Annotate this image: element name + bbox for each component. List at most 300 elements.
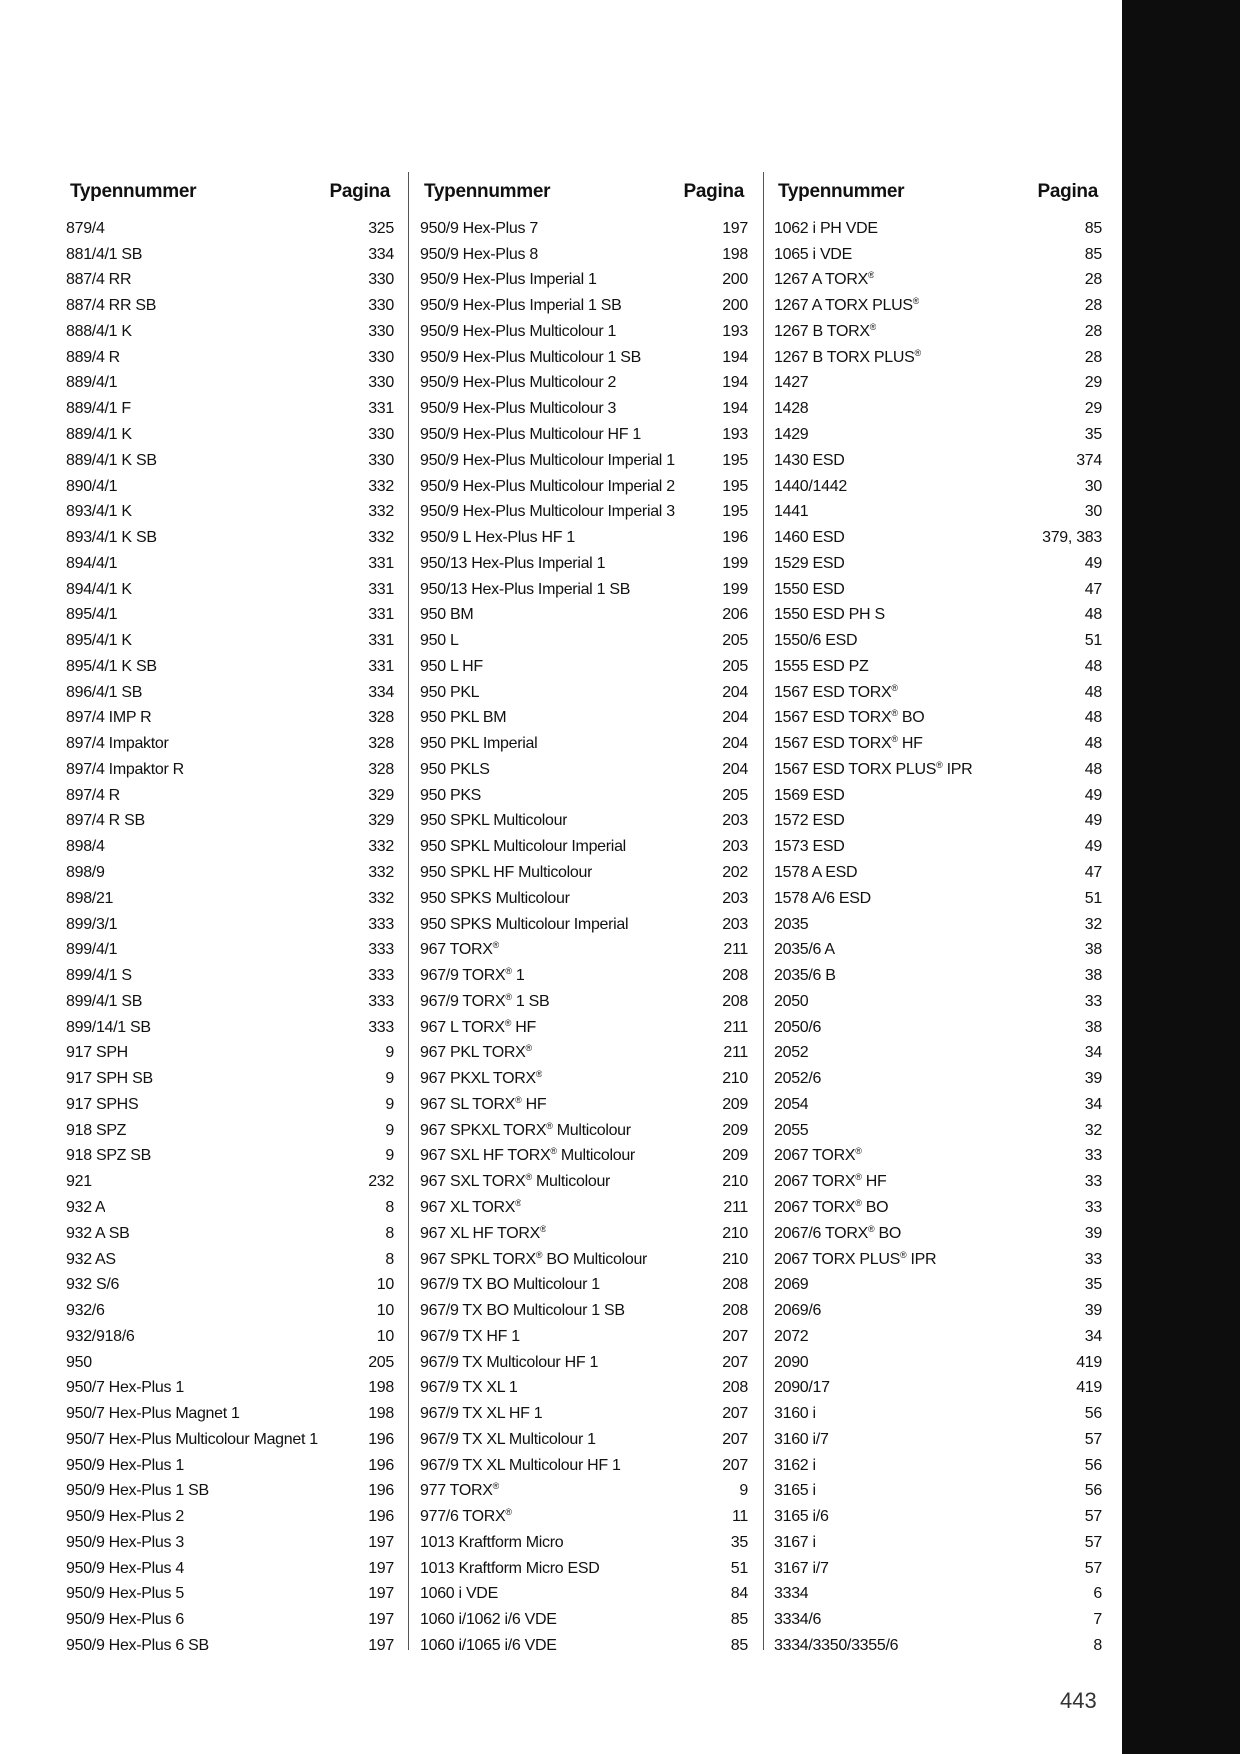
type-number: 1428 <box>774 400 809 418</box>
type-number: 950/7 Hex-Plus Magnet 1 <box>66 1405 240 1423</box>
type-number: 950/9 Hex-Plus Multicolour Imperial 3 <box>420 503 675 521</box>
index-row <box>66 216 394 242</box>
page-reference: 193 <box>722 426 748 443</box>
page-reference: 34 <box>1084 1044 1102 1062</box>
type-number: 899/4/1 SB <box>66 992 143 1010</box>
column-header <box>66 175 394 209</box>
index-rows <box>774 216 1102 1659</box>
type-number: 967 SPKXL TORX® Multicolour <box>420 1121 631 1139</box>
index-row <box>774 912 1102 938</box>
type-number: 1440/1442 <box>774 477 847 495</box>
index-row <box>774 268 1102 294</box>
type-number: 967/9 TX HF 1 <box>420 1327 520 1345</box>
index-row <box>774 1633 1102 1659</box>
type-number: 950/9 Hex-Plus 1 SB <box>66 1482 209 1500</box>
page-reference: 205 <box>722 657 748 675</box>
page-reference: 34 <box>1084 1095 1102 1113</box>
type-number: 1062 i PH VDE <box>774 219 878 237</box>
type-number: 950/7 Hex-Plus Multicolour Magnet 1 <box>66 1430 318 1448</box>
type-number: 889/4/1 F <box>66 400 131 418</box>
type-number: 1569 ESD <box>774 786 845 804</box>
index-row <box>774 1066 1102 1092</box>
page-reference: 34 <box>1084 1327 1102 1345</box>
index-row <box>66 1221 394 1247</box>
page-reference: 49 <box>1084 554 1102 572</box>
type-number: 2050/6 <box>774 1018 822 1036</box>
index-row <box>420 963 748 989</box>
page-reference: 207 <box>722 1353 748 1371</box>
type-number: 881/4/1 SB <box>66 245 143 263</box>
type-number: 950/13 Hex-Plus Imperial 1 <box>420 554 606 572</box>
page-reference: 197 <box>368 1611 394 1629</box>
index-row <box>420 319 748 345</box>
index-row <box>66 912 394 938</box>
type-number: 1550/6 ESD <box>774 632 858 650</box>
page-reference: 28 <box>1084 322 1102 340</box>
index-row <box>420 860 748 886</box>
type-number: 1550 ESD PH S <box>774 606 885 624</box>
page-reference: 195 <box>722 477 748 495</box>
page-reference: 10 <box>376 1276 394 1294</box>
page-reference: 331 <box>368 657 394 675</box>
page-reference: 210 <box>722 1250 748 1268</box>
type-number: 950/9 Hex-Plus 6 SB <box>66 1636 209 1654</box>
type-number: 1529 ESD <box>774 554 845 572</box>
page-reference: 232 <box>368 1173 394 1191</box>
page-reference: 207 <box>722 1405 748 1423</box>
index-row <box>420 1144 748 1170</box>
type-number: 950/9 Hex-Plus Multicolour HF 1 <box>420 426 642 443</box>
type-number: 2035/6 A <box>774 941 835 959</box>
index-row <box>420 1607 748 1633</box>
page-reference: 29 <box>1084 400 1102 418</box>
type-number: 894/4/1 <box>66 554 118 572</box>
type-number: 967/9 TX BO Multicolour 1 <box>420 1276 600 1294</box>
page-reference: 208 <box>722 992 748 1010</box>
type-number: 950/9 Hex-Plus Multicolour 3 <box>420 400 617 418</box>
type-number: 950/9 L Hex-Plus HF 1 <box>420 529 575 547</box>
index-row <box>420 989 748 1015</box>
index-row <box>420 757 748 783</box>
index-row <box>66 1195 394 1221</box>
index-row <box>420 474 748 500</box>
type-number: 950 PKLS <box>420 760 490 778</box>
page-reference: 7 <box>1093 1611 1102 1629</box>
type-number: 950 L HF <box>420 657 483 675</box>
index-row <box>774 396 1102 422</box>
page-reference: 203 <box>722 915 748 933</box>
type-number: 950 SPKS Multicolour Imperial <box>420 915 629 933</box>
index-row <box>420 912 748 938</box>
type-number: 1267 B TORX® <box>774 322 877 340</box>
index-row <box>774 963 1102 989</box>
type-number: 932 S/6 <box>66 1276 120 1294</box>
page-reference: 332 <box>368 889 394 907</box>
index-row <box>774 345 1102 371</box>
type-number: 950 PKL <box>420 683 480 701</box>
index-row <box>66 834 394 860</box>
type-number: 950 SPKL Multicolour Imperial <box>420 838 626 856</box>
type-number: 899/3/1 <box>66 915 118 933</box>
index-row <box>774 1607 1102 1633</box>
page-reference: 56 <box>1084 1405 1102 1423</box>
page-reference: 33 <box>1084 1173 1102 1191</box>
page-reference: 200 <box>722 297 748 315</box>
type-number: 932/6 <box>66 1302 105 1320</box>
index-row <box>420 783 748 809</box>
index-row <box>420 1195 748 1221</box>
index-row <box>774 834 1102 860</box>
type-number: 1429 <box>774 426 809 443</box>
type-number: 918 SPZ <box>66 1121 127 1139</box>
index-row <box>420 834 748 860</box>
page-reference: 208 <box>722 1379 748 1397</box>
index-row <box>66 860 394 886</box>
type-number: 3165 i/6 <box>774 1508 829 1526</box>
type-number: 887/4 RR <box>66 271 132 289</box>
page-reference: 330 <box>368 451 394 469</box>
index-row <box>774 1350 1102 1376</box>
index-row <box>66 551 394 577</box>
index-row <box>774 293 1102 319</box>
page-reference: 206 <box>722 606 748 624</box>
type-number: 2072 <box>774 1327 809 1345</box>
page-reference: 328 <box>368 760 394 778</box>
index-row <box>774 1453 1102 1479</box>
index-row <box>420 268 748 294</box>
index-row <box>420 1427 748 1453</box>
page-reference: 33 <box>1084 992 1102 1010</box>
index-row <box>420 1298 748 1324</box>
type-number: 967 XL TORX® <box>420 1198 522 1216</box>
page-reference: 332 <box>368 477 394 495</box>
index-row <box>66 989 394 1015</box>
type-number: 888/4/1 K <box>66 322 132 340</box>
index-row <box>66 1272 394 1298</box>
index-row <box>420 1582 748 1608</box>
index-row <box>420 602 748 628</box>
page-reference: 196 <box>368 1508 394 1526</box>
type-number: 1555 ESD PZ <box>774 657 869 675</box>
page-reference: 331 <box>368 400 394 418</box>
page-reference: 374 <box>1076 451 1102 469</box>
index-row <box>66 1066 394 1092</box>
type-number: 897/4 Impaktor <box>66 735 169 753</box>
page-reference: 28 <box>1084 271 1102 289</box>
type-number: 2035/6 B <box>774 967 836 985</box>
page-reference: 8 <box>1093 1636 1102 1654</box>
type-number: 2069 <box>774 1276 809 1294</box>
index-row <box>66 1144 394 1170</box>
page-reference: 208 <box>722 1276 748 1294</box>
page-reference: 200 <box>722 271 748 289</box>
page-reference: 48 <box>1084 709 1102 727</box>
page-reference: 39 <box>1084 1302 1102 1320</box>
page-reference: 35 <box>1084 1276 1102 1294</box>
type-number: 3167 i/7 <box>774 1559 829 1577</box>
index-row <box>66 1530 394 1556</box>
index-column-3 <box>774 175 1102 1659</box>
type-number: 897/4 IMP R <box>66 709 152 727</box>
header-pagina: Pagina <box>683 181 744 202</box>
page-reference: 38 <box>1084 967 1102 985</box>
type-number: 950/9 Hex-Plus Imperial 1 <box>420 271 597 289</box>
type-number: 950 <box>66 1353 92 1371</box>
page-reference: 211 <box>723 941 748 959</box>
index-row <box>66 499 394 525</box>
index-row <box>66 757 394 783</box>
index-row <box>420 242 748 268</box>
type-number: 2067/6 TORX® BO <box>774 1224 901 1242</box>
index-column-1 <box>66 175 394 1659</box>
page-reference: 28 <box>1084 297 1102 315</box>
type-number: 2050 <box>774 992 809 1010</box>
index-row <box>66 1453 394 1479</box>
index-row <box>774 1144 1102 1170</box>
column-header <box>774 175 1102 209</box>
index-row <box>66 1247 394 1273</box>
page-reference: 195 <box>722 503 748 521</box>
header-typennummer: Typennummer <box>424 181 551 202</box>
type-number: 967/9 TORX® 1 <box>420 967 525 985</box>
page-reference: 38 <box>1084 1018 1102 1036</box>
type-number: 2090 <box>774 1353 809 1371</box>
page-reference: 49 <box>1084 838 1102 856</box>
type-number: 1567 ESD TORX PLUS® IPR <box>774 760 973 778</box>
index-row <box>774 1169 1102 1195</box>
index-row <box>66 1427 394 1453</box>
page-reference: 208 <box>722 967 748 985</box>
type-number: 977/6 TORX® <box>420 1508 512 1526</box>
index-row <box>774 602 1102 628</box>
index-row <box>774 577 1102 603</box>
type-number: 950/9 Hex-Plus 4 <box>66 1559 184 1577</box>
page-reference: 48 <box>1084 760 1102 778</box>
index-row <box>420 499 748 525</box>
index-row <box>774 1401 1102 1427</box>
index-row <box>420 371 748 397</box>
page-reference: 328 <box>368 735 394 753</box>
index-row <box>66 1041 394 1067</box>
type-number: 2069/6 <box>774 1302 822 1320</box>
index-row <box>774 1041 1102 1067</box>
type-number: 917 SPH <box>66 1044 128 1062</box>
index-row <box>774 1092 1102 1118</box>
type-number: 950/9 Hex-Plus Imperial 1 SB <box>420 297 622 315</box>
page-reference: 8 <box>385 1250 394 1268</box>
index-row <box>774 525 1102 551</box>
type-number: 967 SPKL TORX® BO Multicolour <box>420 1250 648 1268</box>
type-number: 967 SXL TORX® Multicolour <box>420 1173 611 1191</box>
page-reference: 32 <box>1084 915 1102 933</box>
page-reference: 204 <box>722 760 748 778</box>
index-row <box>420 731 748 757</box>
page-reference: 38 <box>1084 941 1102 959</box>
page-reference: 47 <box>1084 580 1102 598</box>
header-pagina: Pagina <box>1037 181 1098 202</box>
index-row <box>774 757 1102 783</box>
page-reference: 331 <box>368 554 394 572</box>
type-number: 1550 ESD <box>774 580 845 598</box>
page-reference: 51 <box>1084 889 1102 907</box>
type-number: 950/9 Hex-Plus Multicolour Imperial 1 <box>420 451 675 469</box>
type-number: 2035 <box>774 915 809 933</box>
index-row <box>420 1118 748 1144</box>
page-reference: 193 <box>722 322 748 340</box>
column-divider <box>763 172 764 1650</box>
index-row <box>774 422 1102 448</box>
page-reference: 33 <box>1084 1198 1102 1216</box>
index-row <box>420 886 748 912</box>
index-row <box>774 1118 1102 1144</box>
page-reference: 48 <box>1084 735 1102 753</box>
type-number: 897/4 Impaktor R <box>66 760 184 778</box>
page-reference: 28 <box>1084 348 1102 366</box>
index-row <box>66 1350 394 1376</box>
type-number: 2054 <box>774 1095 809 1113</box>
type-number: 1567 ESD TORX® BO <box>774 709 925 727</box>
index-row <box>66 1607 394 1633</box>
index-rows <box>66 216 394 1659</box>
type-number: 950 L <box>420 632 459 650</box>
type-number: 896/4/1 SB <box>66 683 143 701</box>
page-reference: 332 <box>368 864 394 882</box>
index-row <box>420 293 748 319</box>
page-reference: 198 <box>722 245 748 263</box>
type-number: 899/4/1 <box>66 941 118 959</box>
page-reference: 330 <box>368 348 394 366</box>
index-row <box>66 268 394 294</box>
index-row <box>774 1556 1102 1582</box>
type-number: 950/9 Hex-Plus 1 <box>66 1456 184 1474</box>
index-row <box>774 989 1102 1015</box>
page-reference: 35 <box>1084 426 1102 443</box>
page-reference: 330 <box>368 426 394 443</box>
index-row <box>66 345 394 371</box>
type-number: 2067 TORX® HF <box>774 1173 887 1191</box>
index-column-2 <box>420 175 748 1659</box>
page-reference: 51 <box>1084 632 1102 650</box>
page-reference: 194 <box>722 400 748 418</box>
index-row <box>420 1479 748 1505</box>
index-row <box>420 1375 748 1401</box>
page-reference: 32 <box>1084 1121 1102 1139</box>
page-reference: 333 <box>368 967 394 985</box>
index-row <box>66 422 394 448</box>
page-reference: 419 <box>1076 1353 1102 1371</box>
index-row <box>774 886 1102 912</box>
page-reference: 198 <box>368 1405 394 1423</box>
page-reference: 57 <box>1084 1559 1102 1577</box>
type-number: 2067 TORX® BO <box>774 1198 889 1216</box>
index-row <box>774 1375 1102 1401</box>
type-number: 1065 i VDE <box>774 245 852 263</box>
index-row <box>420 706 748 732</box>
type-number: 1573 ESD <box>774 838 845 856</box>
type-number: 898/21 <box>66 889 114 907</box>
page-reference: 207 <box>722 1430 748 1448</box>
page-reference: 205 <box>722 786 748 804</box>
header-typennummer: Typennummer <box>778 181 905 202</box>
type-number: 2090/17 <box>774 1379 830 1397</box>
page-reference: 85 <box>1084 245 1102 263</box>
type-number: 950 BM <box>420 606 474 624</box>
type-number: 950/9 Hex-Plus Multicolour 1 SB <box>420 348 642 366</box>
index-row <box>774 1324 1102 1350</box>
index-row <box>420 525 748 551</box>
type-number: 1267 B TORX PLUS® <box>774 348 921 366</box>
page-reference: 85 <box>730 1636 748 1654</box>
index-row <box>66 809 394 835</box>
page-reference: 35 <box>730 1533 748 1551</box>
index-row <box>774 448 1102 474</box>
index-row <box>66 886 394 912</box>
type-number: 1441 <box>774 503 809 521</box>
page-number: 443 <box>1060 1688 1097 1713</box>
page-reference: 199 <box>722 554 748 572</box>
page-reference: 197 <box>722 219 748 237</box>
index-row <box>774 499 1102 525</box>
index-row <box>420 1504 748 1530</box>
index-row <box>66 783 394 809</box>
page-reference: 56 <box>1084 1456 1102 1474</box>
page-reference: 48 <box>1084 683 1102 701</box>
type-number: 950/9 Hex-Plus 6 <box>66 1611 184 1629</box>
type-number: 895/4/1 K SB <box>66 657 157 675</box>
type-number: 2067 TORX PLUS® IPR <box>774 1250 937 1268</box>
page-reference: 210 <box>722 1173 748 1191</box>
type-number: 950/9 Hex-Plus Multicolour Imperial 2 <box>420 477 675 495</box>
page-reference: 333 <box>368 1018 394 1036</box>
index-row <box>774 680 1102 706</box>
page-reference: 56 <box>1084 1482 1102 1500</box>
page-reference: 57 <box>1084 1533 1102 1551</box>
type-number: 967/9 TX XL Multicolour 1 <box>420 1430 596 1448</box>
type-number: 917 SPH SB <box>66 1070 153 1088</box>
index-row <box>774 1504 1102 1530</box>
page-reference: 211 <box>723 1198 748 1216</box>
page-reference: 333 <box>368 992 394 1010</box>
index-row <box>774 783 1102 809</box>
index-row <box>420 628 748 654</box>
page-reference: 196 <box>722 529 748 547</box>
type-number: 2052 <box>774 1044 809 1062</box>
index-row <box>66 1118 394 1144</box>
type-number: 893/4/1 K SB <box>66 529 157 547</box>
page-reference: 48 <box>1084 657 1102 675</box>
type-number: 3162 i <box>774 1456 816 1474</box>
page-reference: 329 <box>368 812 394 830</box>
page-reference: 30 <box>1084 503 1102 521</box>
index-row <box>774 551 1102 577</box>
index-row <box>420 1453 748 1479</box>
type-number: 889/4 R <box>66 348 120 366</box>
type-number: 967 PKXL TORX® <box>420 1070 543 1088</box>
index-row <box>774 860 1102 886</box>
type-number: 950/13 Hex-Plus Imperial 1 SB <box>420 580 631 598</box>
type-number: 1060 i/1062 i/6 VDE <box>420 1611 557 1629</box>
index-row <box>66 396 394 422</box>
page-reference: 9 <box>385 1121 394 1139</box>
index-row <box>774 1530 1102 1556</box>
type-number: 895/4/1 K <box>66 632 132 650</box>
index-row <box>774 706 1102 732</box>
index-row <box>66 1582 394 1608</box>
index-row <box>774 216 1102 242</box>
type-number: 1267 A TORX PLUS® <box>774 297 920 315</box>
index-row <box>66 963 394 989</box>
index-row <box>774 1221 1102 1247</box>
